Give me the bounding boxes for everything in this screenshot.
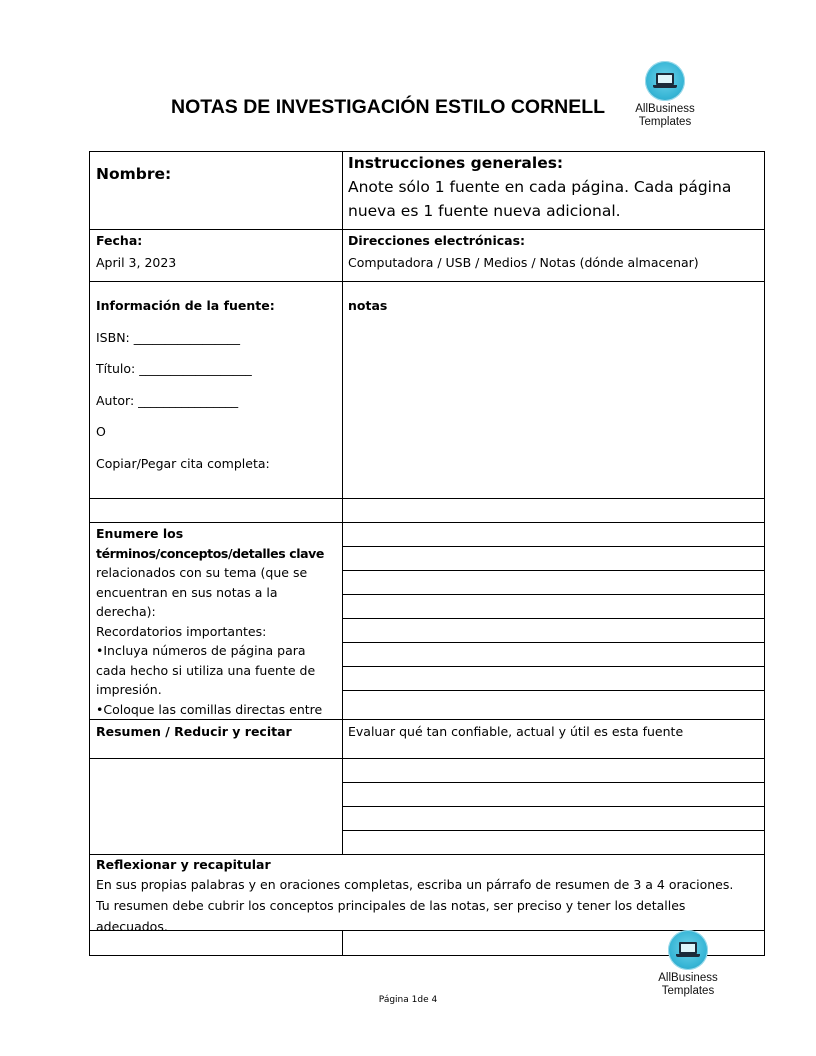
note-line — [342, 830, 765, 831]
document-title: NOTAS DE INVESTIGACIÓN ESTILO CORNELL — [171, 96, 606, 118]
instrucciones-heading: Instrucciones generales: — [348, 154, 564, 172]
note-line — [342, 666, 765, 667]
enumere-line1: Enumere los — [96, 526, 184, 541]
enumere-cell — [96, 524, 336, 719]
direcciones-cell — [348, 231, 758, 272]
fecha-label: Fecha: — [96, 233, 143, 248]
o-text: O — [96, 424, 106, 439]
enumere-line2: términos/conceptos/detalles clave — [96, 545, 324, 561]
resumen-label: Resumen / Reducir y recitar — [96, 724, 292, 739]
logo-line2: Templates — [638, 116, 692, 128]
instrucciones-text: Anote sólo 1 fuente en cada página. Cada página nueva es 1 fuente nueva adicional. — [348, 178, 732, 220]
notas-label: notas — [348, 298, 388, 313]
reflexionar-line1: En sus propias palabras y en oraciones completas, escriba un párrafo de resumen de 3 a 4 oraciones. — [96, 877, 734, 892]
isbn-field: ISBN: _________________ — [96, 329, 240, 345]
laptop-icon — [645, 61, 685, 101]
note-line — [342, 546, 765, 547]
evaluar-text: Evaluar qué tan confiable, actual y útil es esta fuente — [348, 724, 684, 739]
note-line — [342, 642, 765, 643]
row-line — [89, 854, 765, 855]
reflexionar-line3: adecuados. — [96, 919, 168, 930]
note-line — [342, 806, 765, 807]
copiar-field: Copiar/Pegar cita completa: — [96, 455, 270, 471]
note-line — [342, 690, 765, 691]
bullet-2: •Coloque las comillas directas entre — [96, 701, 323, 717]
note-line — [342, 570, 765, 571]
column-divider — [342, 151, 343, 956]
reflexionar-cell — [96, 856, 760, 930]
fuente-cell — [96, 296, 336, 473]
nombre-label: Nombre: — [96, 165, 172, 183]
row-line — [89, 719, 765, 720]
logo-line1: AllBusiness — [658, 972, 718, 984]
fecha-cell — [96, 231, 176, 272]
allbusiness-logo-top — [625, 61, 705, 129]
titulo-field: Título: __________________ — [96, 361, 252, 376]
note-line — [342, 782, 765, 783]
reflexionar-heading: Reflexionar y recapitular — [96, 857, 271, 872]
logo-line1: AllBusiness — [635, 103, 695, 115]
row-line — [89, 522, 765, 523]
enumere-text: relacionados con su tema (que se encuentran en sus notas a la derecha): — [96, 565, 308, 619]
recordatorios-text: Recordatorios importantes: — [96, 623, 267, 639]
fuente-heading: Información de la fuente: — [96, 298, 275, 313]
logo-line2: Templates — [661, 985, 715, 997]
note-line — [342, 618, 765, 619]
fecha-value: April 3, 2023 — [96, 254, 177, 270]
row-line — [89, 498, 765, 499]
instrucciones-cell — [348, 151, 758, 223]
page-number: Página 1de 4 — [378, 995, 438, 1005]
row-line — [89, 758, 765, 759]
reflexionar-line2: Tu resumen debe cubrir los conceptos principales de las notas, ser preciso y tener los detalles — [96, 898, 686, 913]
allbusiness-logo-bottom — [648, 930, 728, 998]
row-line — [89, 229, 765, 230]
bullet-1: •Incluya números de página para cada hecho si utiliza una fuente de impresión. — [96, 643, 316, 697]
direcciones-value: Computadora / USB / Medios / Notas (dónde almacenar) — [348, 254, 699, 270]
row-line — [89, 281, 765, 282]
direcciones-label: Direcciones electrónicas: — [348, 233, 526, 248]
laptop-icon — [668, 930, 708, 970]
autor-field: Autor: ________________ — [96, 392, 239, 408]
note-line — [342, 594, 765, 595]
